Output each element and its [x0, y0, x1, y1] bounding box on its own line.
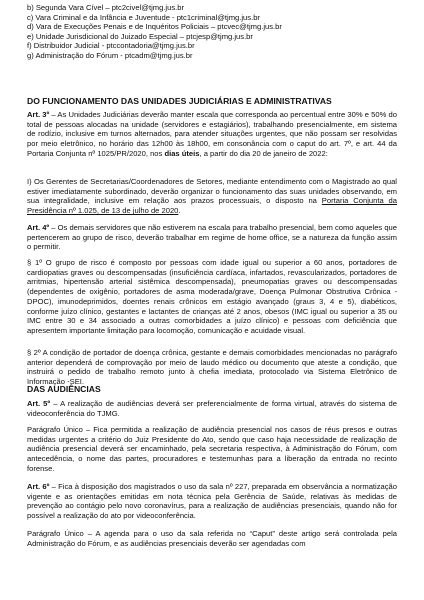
list-item: b) Segunda Vara Cível – ptc2civel@tjmg.jus.br [27, 3, 184, 12]
article-label: Art. 6º [27, 482, 50, 491]
section-heading-audiences: DAS AUDIÊNCIAS [27, 384, 101, 394]
paragraph-1: § 1º O grupo de risco é composto por pessoas com idade igual ou superior a 60 anos, portadores de cardiopatias graves ou descompensadas (insuficiência cardíaca, infartados, revascularizados, portadores de arritmias, hipertensão arterial sistêmica descompensada), pneumopatias graves ou descompensadas (dependentes de oxigênio, portadores de asma moderada/grave, Doença Pulmonar Obstrutiva Crônica - DPOC), imunodeprimidos, doentes renais crônicos em estágio avançado (graus 3, 4 e 5), diabéticos, conforme juízo clínico, gestantes e lactantes de crianças até 2 anos, obesos (IMC igual ou superior a 35 ou IMC entre 30 e 34 associado a outras comorbidades a juízo clínico) e pessoas com deficiência que apresentem importante limitação para locomoção, comunicação e acuidade visual. [27, 258, 397, 335]
list-item: c) Vara Criminal e da Infância e Juventude - ptc1criminal@tjmg.jus.br [27, 12, 260, 22]
article-3 [27, 110, 397, 159]
article-5 [27, 399, 397, 418]
list-item: e) Unidade Jurisdicional do Juizado Especial – ptcjesp@tjmg.jus.br [27, 31, 253, 41]
paragraph-2: § 2º A condição de portador de doença crônica, gestante e demais comorbidades mencionadas no parágrafo anterior dependerá de comprovação por meio de laudo médico ou documento que ateste a condição, que instruirá o pedido de trabalho remoto junto à chefia imediata, protocolado via Sistema Eletrônico de Informação -SEI. [27, 348, 397, 387]
article-text: – Os demais servidores que não estiverem na escala para trabalho presencial, bem como aqueles que pertencerem ao grupo de risco, deverão trabalhar em regime de home office, se a natureza da função assim o permitir. [27, 223, 398, 252]
article-label: Art. 5º [27, 399, 51, 408]
article-bold: dias úteis [164, 148, 200, 158]
portaria-reference: Portaria Conjunta da Presidência nº 1.025, de 13 de julho de 2020 [27, 196, 398, 216]
article-text: – As Unidades Judiciárias deverão manter escala que corresponda ao percentual entre 30% e 50% do total de pessoas alocadas na unidade (servidores e estagiários), trabalhando presencialmente, em sistema de rodízio, inclusive em turnos alternados, para atender situações urgentes, que não possam ser resolvidas por meio eletrônico, no horário das 12h00 às 18h00, em consonância com o caput do art. 7º, e art. 44 da Portaria Conjunta nº 1025/PR/2020, nos [27, 110, 398, 158]
article-label: Art. 3º [27, 110, 50, 119]
item-text: I) Os Gerentes de Secretarias/Coordenadores de Setores, mediante entendimento com o Magistrado ao qual estiver imediatamente subordinado, deverão organizar o funcionamento das suas unidades observando, em sua integralidade, inclusive em relação aos prazos processuais, o disposto na [27, 177, 397, 206]
email-list [27, 3, 407, 61]
paragraph-unico-1: Parágrafo Único – Fica permitida a realização de audiência presencial nos casos de réus presos e outras medidas urgentes a critério do Juiz Presidente do Ato, sendo que caso haja necessidade de realização de audiência presencial deverá ser encaminhado, pela secretaria respectiva, à Administração do Fórum, com antecedência, o nome das partes, procuradores e testemunhas para a liberação da entrada no recinto forense. [27, 425, 397, 473]
list-item: g) Administração do Fórum - ptcadm@tjmg.jus.br [27, 50, 193, 60]
section-heading-functioning: DO FUNCIONAMENTO DAS UNIDADES JUDICIÁRIAS E ADMINISTRATIVAS [27, 96, 332, 106]
article-text: – A realização de audiências deverá ser preferencialmente de forma virtual, através do sistema de videoconferência do TJMG. [27, 399, 398, 418]
article-4 [27, 223, 397, 252]
item-i [27, 177, 397, 216]
article-6 [27, 482, 397, 521]
item-text-end: . [178, 206, 181, 216]
article-text-end: , a partir do dia 20 de janeiro de 2022: [199, 148, 328, 158]
list-item: f) Distribuidor Judicial - ptccontadoria@tjmg.jus.br [27, 41, 195, 51]
article-label: Art. 4º [27, 223, 50, 232]
paragraph-unico-2: Parágrafo Único – A agenda para o uso da sala referida no “Caput” deste artigo será controlada pela Administração do Fórum, e as audiências presenciais deverão ser agendadas com [27, 529, 397, 548]
list-item: d) Vara de Execuções Penais e de Inquéritos Policiais – ptcvec@tjmg.jus.br [27, 22, 282, 32]
article-text: – Fica à disposição dos magistrados o uso da sala nº 227, preparada em observância a normatização vigente e as orientações emitidas em nota técnica pela Gerência de Saúde, relativas às medidas de prevenção ao contágio pelo novo coronavírus, para a realização de audiências presenciais, quando não for possível a realização do ato por videoconferência. [27, 482, 397, 521]
